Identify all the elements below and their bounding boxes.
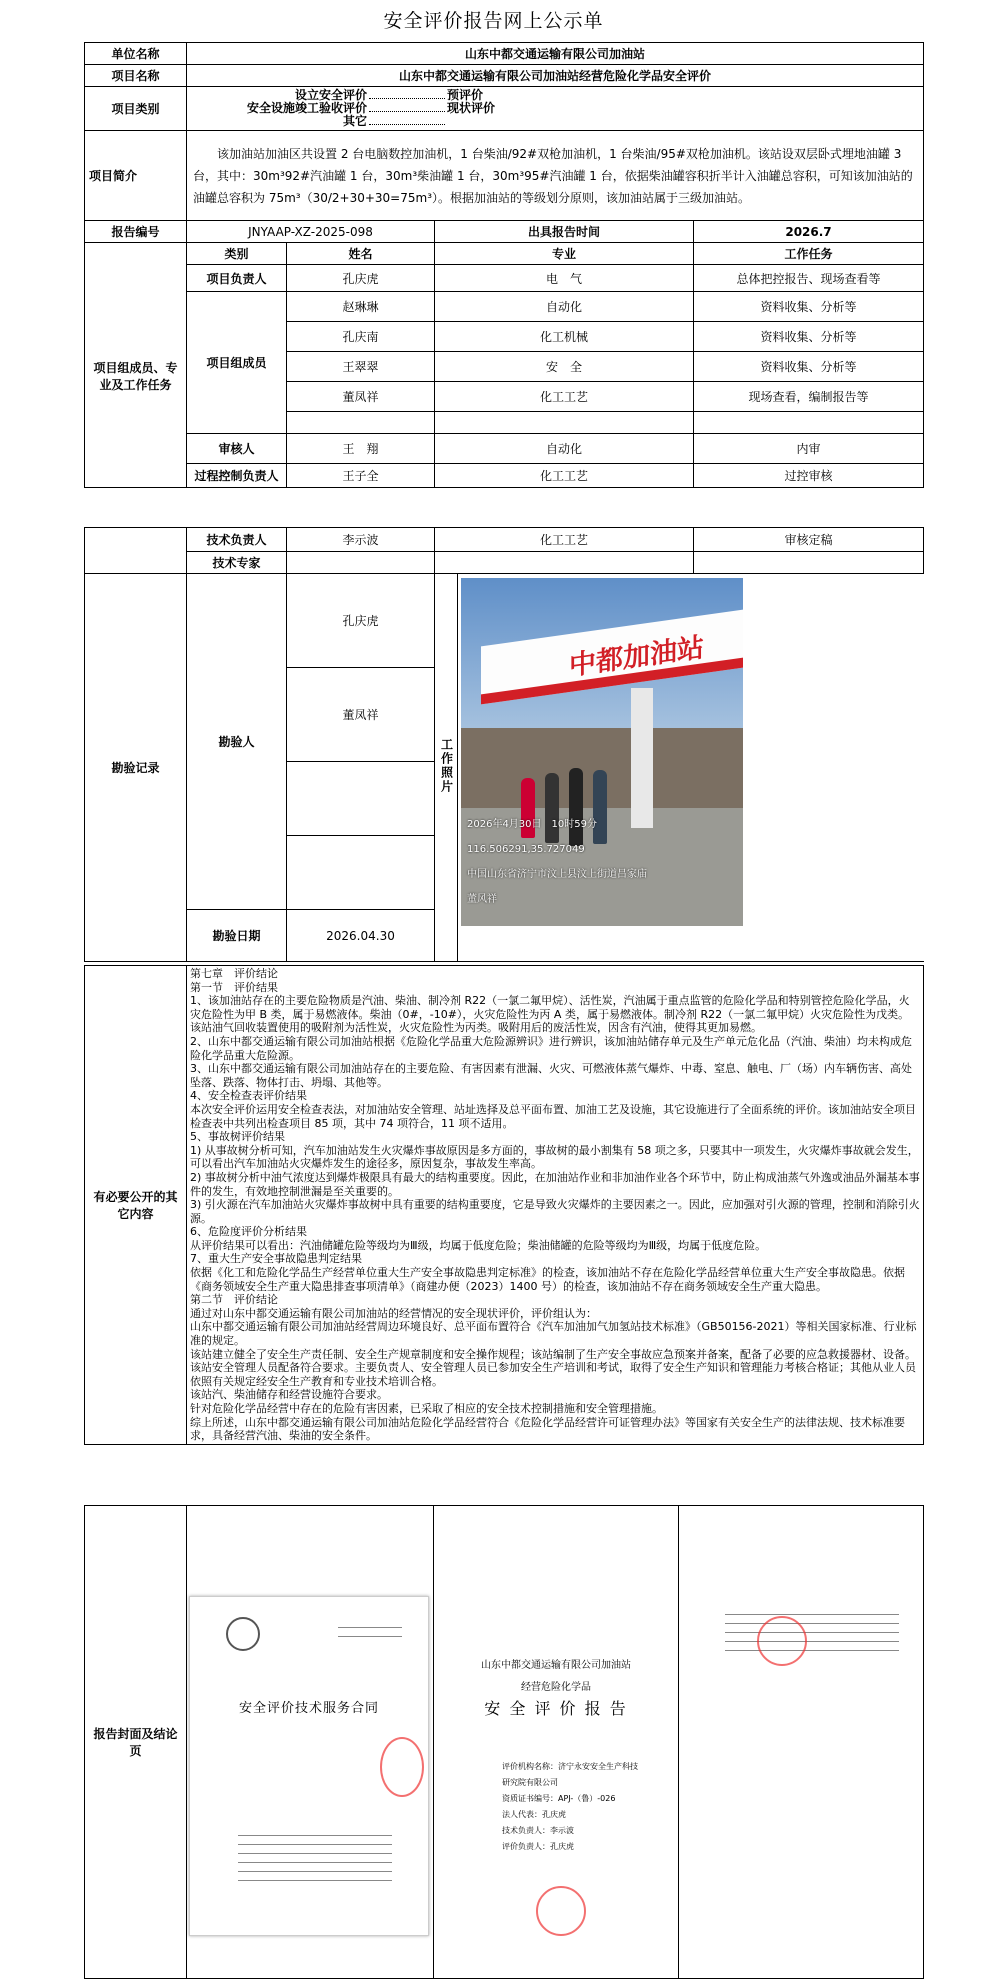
category-row: 安全设施竣工验收评价 现状评价 (246, 101, 496, 115)
report-cover-lines (502, 1759, 638, 1855)
page-title: 安全评价报告网上公示单 (383, 10, 604, 32)
disclosure-line: 通过对山东中都交通运输有限公司加油站的经营情况的安全现状评价，评价组认为： (190, 1306, 597, 1320)
disclosure-line: 该站建立健全了安全生产责任制、安全生产规章制度和安全操作规程；该站编制了生产安全事故应急预案并备案，配备了必要的应急救援器材、设备。 (190, 1347, 916, 1361)
category-label: 项目类别 (85, 87, 187, 131)
team-name: 王翠翠 (287, 352, 435, 382)
disclosure-line: 第一节 评价结果 (190, 980, 278, 994)
project-value: 山东中都交通运输有限公司加油站经营危险化学品安全评价 (187, 65, 924, 87)
survey-date-label: 勘验日期 (187, 910, 287, 962)
disclosure-line: 第二节 评价结论 (190, 1293, 278, 1307)
header-category: 类别 (187, 243, 287, 265)
project-label: 项目名称 (85, 65, 187, 87)
report-cover-sub: 经营危险化学品 (521, 1682, 591, 1693)
team-major: 电 气 (435, 265, 694, 292)
cover-label: 报告封面及结论页 (85, 1506, 187, 1979)
disclosure-line: 依据《化工和危险化学品生产经营单位重大生产安全事故隐患判定标准》的检查，该加油站不存在危险化学品经营单位重大生产安全事故隐患。依据《商务领域安全生产重大隐患排查事项清单》（商建办便（2023）1400 号）的检查，该加油站不存在商务领域安全生产重大隐患。 (190, 1266, 905, 1293)
report-cover-org: 山东中都交通运输有限公司加油站 (481, 1660, 631, 1671)
report-cover-line: 法人代表：孔庆虎 (502, 1810, 566, 1819)
photo-author: 董风祥 (467, 894, 497, 905)
tech-leader-task: 审核定稿 (694, 528, 924, 552)
report-page (438, 1546, 674, 1976)
disclosure-line: 4、安全检查表评价结果 (190, 1089, 307, 1103)
disclosure-line: 该站安全管理人员配备符合要求。主要负责人、安全管理人员已参加安全生产培训和考试，取得了安全生产知识和管理能力考核合格证；其他从业人员依照有关规定经安全生产教育和专业技术培训合格。 (190, 1361, 916, 1388)
team-major: 自动化 (435, 434, 694, 464)
team-label: 项目组成员、专业及工作任务 (85, 265, 187, 488)
header-major: 专业 (435, 243, 694, 265)
disclosure-line: 针对危险化学品经营中存在的危险有害因素，已采取了相应的安全技术控制措施和安全管理措施。 (190, 1402, 663, 1415)
tech-leader-major: 化工工艺 (435, 528, 694, 552)
process-label: 过程控制负责人 (187, 464, 287, 488)
team-major: 化工机械 (435, 322, 694, 352)
category-options (187, 87, 924, 131)
disclosure-line: 山东中都交通运输有限公司加油站经营周边环境良好、总平面布置符合《汽车加油加气加氢站技术标准》（GB50156-2021）等相关国家标准、行业标准的规定。 (190, 1320, 917, 1348)
team-task: 过控审核 (694, 464, 924, 488)
report-cover-line: 技术负责人：李示波 (502, 1826, 574, 1835)
team-task: 资料收集、分析等 (694, 292, 924, 322)
team-name: 王子全 (287, 464, 435, 488)
disclosure-line: 1、该加油站存在的主要危险物质是汽油、柴油、制冷剂 R22（一氯二氟甲烷）、活性炭，汽油属于重点监管的危险化学品和特别管控危险化学品，火灾危险性为甲 B 类，属于易燃液体。柴油（0#，-10#），火灾危险性为丙 A 类，属于易燃液体。制冷剂 R22（一氯二氟甲烷）火灾危险性为戊类。该站油气回收装置使用的吸附剂为活性炭，火灾危险性为丙类。吸附用后的废活性炭，因含有汽油，使得其更加易燃。 (190, 994, 910, 1035)
report-date-label: 出具报告时间 (435, 221, 694, 243)
team-task: 内审 (694, 434, 924, 464)
unit-value: 山东中都交通运输有限公司加油站 (187, 43, 924, 65)
report-cover (434, 1506, 679, 1979)
disclosure-line: 综上所述，山东中都交通运输有限公司加油站危险化学品经营符合《危险化学品经营许可证管理办法》等国家有关安全生产的法律法规、技术标准要求，具备经营汽油、柴油的安全条件。 (190, 1415, 905, 1443)
header-name: 姓名 (287, 243, 435, 265)
disclosure-line: 2、山东中都交通运输有限公司加油站根据《危险化学品重大危险源辨识》进行辨识，该加油站储存单元及生产单元危化品（汽油、柴油）均未构成危险化学品重大危险源。 (190, 1034, 912, 1062)
disclosure-line: 从评价结果可以看出：汽油储罐危险等级均为Ⅲ级，均属于低度危险；柴油储罐的危险等级均为Ⅲ级，均属于低度危险。 (190, 1238, 767, 1252)
leader-label: 项目负责人 (187, 265, 287, 292)
contract-title: 安全评价技术服务合同 (238, 1701, 379, 1716)
disclosure-body (187, 966, 924, 1445)
disclosure-table (84, 965, 924, 1445)
seal-icon (536, 1886, 586, 1936)
tech-expert-label: 技术专家 (187, 552, 287, 574)
disclosure-line: 5、事故树评价结果 (190, 1130, 285, 1144)
team-task: 资料收集、分析等 (694, 322, 924, 352)
survey-date: 2026.04.30 (287, 910, 435, 962)
cover-table (84, 1505, 924, 1979)
disclosure-line: 3、山东中都交通运输有限公司加油站存在的主要危险、有害因素有泄漏、火灾、可燃液体蒸气爆炸、中毒、窒息、触电、厂（场）内车辆伤害、高处坠落、跌落、物体打击、坍塌、其他等。 (190, 1062, 912, 1089)
report-cover-title: 安 全 评 价 报 告 (484, 1699, 628, 1718)
team-name: 王 翔 (287, 434, 435, 464)
summary-label: 项目简介 (85, 131, 187, 221)
team-major: 安 全 (435, 352, 694, 382)
tech-leader-name: 李示波 (287, 528, 435, 552)
info-table (84, 42, 924, 488)
team-name: 孔庆虎 (287, 265, 435, 292)
disclosure-line: 本次安全评价运用安全检查表法，对加油站安全管理、站址选择及总平面布置、加油工艺及设施，其它设施进行了全面系统的评价。该加油站安全项目检查表中共列出检查项目 85 项，其中 74 项符合，11 项不适用。 (190, 1102, 916, 1130)
category-row: 设立安全评价 预评价 (294, 88, 484, 102)
seal-icon (757, 1616, 807, 1666)
report-cover-line: 评价负责人：孔庆虎 (502, 1842, 574, 1851)
photo-timestamp: 2026年4月30日 10时59分 (467, 819, 597, 830)
contract-page (189, 1596, 429, 1936)
tech-leader-label: 技术负责人 (187, 528, 287, 552)
contract-cover (187, 1506, 434, 1979)
team-major: 化工工艺 (435, 464, 694, 488)
team-task: 资料收集、分析等 (694, 352, 924, 382)
disclosure-line: 6、危险度评价分析结果 (190, 1225, 307, 1239)
disclosure-line: 2) 事故树分析中油气浓度达到爆炸极限具有最大的结构重要度。因此，在加油站作业和非加油作业各个环节中，防止构成油蒸气外逸或油品外漏基本事件的发生，有效地控制泄漏是至关重要的。 (190, 1170, 920, 1198)
report-cover-line: 资质证书编号：APJ-（鲁）-026 (502, 1794, 616, 1803)
report-cover-line: 研究院有限公司 (502, 1778, 558, 1787)
photo-coords: 116.506291,35.727049 (467, 844, 585, 855)
photo-label: 工作照片 (435, 574, 458, 962)
survey-person: 孔庆虎 (287, 574, 435, 668)
disclosure-label: 有必要公开的其它内容 (85, 966, 187, 1445)
report-cover-line: 评价机构名称：济宁永安安全生产科技 (502, 1762, 638, 1771)
team-major: 化工工艺 (435, 382, 694, 412)
survey-table (84, 527, 924, 962)
team-name: 孔庆南 (287, 322, 435, 352)
reviewer-label: 审核人 (187, 434, 287, 464)
summary-text: 该加油站加油区共设置 2 台电脑数控加油机，1 台柴油/92#双枪加油机，1 台柴油/95#双枪加油机。该站设双层卧式埋地油罐 3 台，其中：30m³92#汽油罐 1 台，30m³柴油罐 1 台，30m³95#汽油罐 1 台，依据柴油罐容积折半计入油罐总容积，可知该加油站的油罐总容积为 75m³（30/2+30+30=75m³）。根据加油站的等级划分原则，该加油站属于三级加油站。 (187, 131, 924, 221)
survey-person: 董凤祥 (287, 668, 435, 762)
member-label: 项目组成员 (187, 292, 287, 434)
survey-people-label: 勘验人 (187, 574, 287, 910)
disclosure-line: 该站汽、柴油储存和经营设施符合要求。 (190, 1388, 388, 1402)
team-name: 赵琳琳 (287, 292, 435, 322)
team-name (287, 412, 435, 434)
disclosure-line: 7、重大生产安全事故隐患判定结果 (190, 1252, 362, 1266)
team-task: 总体把控报告、现场查看等 (694, 265, 924, 292)
conclusion-page-thumb (687, 1546, 917, 1976)
report-no-label: 报告编号 (85, 221, 187, 243)
header-task: 工作任务 (694, 243, 924, 265)
disclosure-line: 3) 引火源在汽车加油站火灾爆炸事故树中具有重要的结构重要度，它是导致火灾爆炸的主要因素之一。因此，应加强对引火源的管理，控制和消除引火源。 (190, 1198, 920, 1225)
work-photo-cell (458, 574, 924, 962)
category-row: 其它 (227, 115, 557, 128)
work-photo (461, 578, 743, 926)
unit-label: 单位名称 (85, 43, 187, 65)
conclusion-page (679, 1506, 924, 1979)
team-task: 现场查看，编制报告等 (694, 382, 924, 412)
team-major (435, 412, 694, 434)
team-major: 自动化 (435, 292, 694, 322)
report-no: JNYAAP-XZ-2025-098 (187, 221, 435, 243)
disclosure-line: 第七章 评价结论 (190, 967, 278, 980)
survey-label: 勘验记录 (85, 574, 187, 962)
station-canopy: 中都加油站 (481, 610, 743, 705)
emblem-icon (226, 1617, 260, 1651)
disclosure-line: 1) 从事故树分析可知，汽车加油站发生火灾爆炸事故原因是多方面的，事故树的最小割集有 58 项之多，只要其中一项发生，火灾爆炸事故就会发生，可以看出汽车加油站火灾爆炸发生的途径多，原因复杂，事故发生率高。 (190, 1143, 919, 1171)
team-task (694, 412, 924, 434)
team-name: 董凤祥 (287, 382, 435, 412)
photo-location: 中国山东省济宁市汶上县汶上街道吕家庙 (467, 869, 647, 880)
report-date: 2026.7 (694, 221, 924, 243)
